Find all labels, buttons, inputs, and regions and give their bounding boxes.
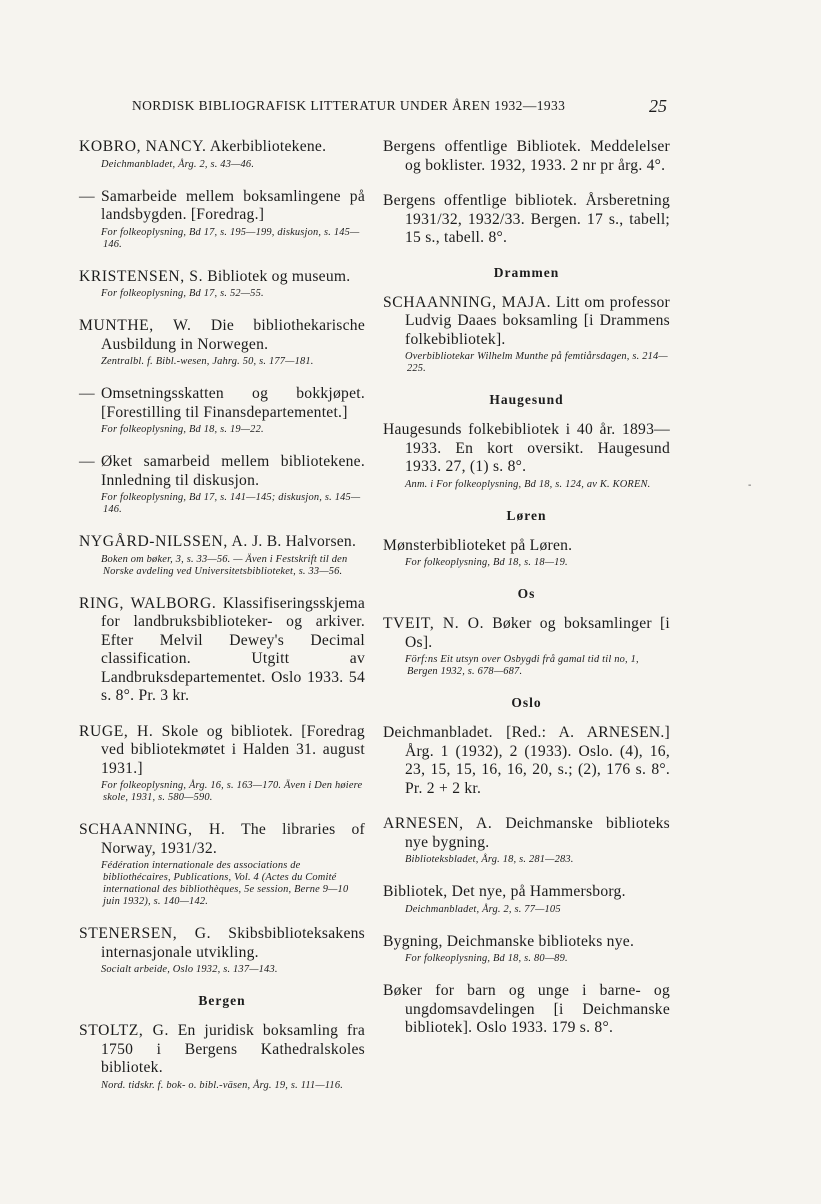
entry-main (79, 453, 365, 490)
entry-title: Mønsterbiblioteket på Løren. (383, 536, 573, 554)
entry-source: Nord. tidskr. f. bok- o. bibl.-väsen, Årg. 19, s. 111—116. (101, 1079, 344, 1091)
entry-title: Litt om professor Ludvig Daaes boksamling [i Drammens folkebibliotek]. (405, 293, 670, 348)
bibliography-entry (79, 317, 365, 368)
bibliography-entry (79, 453, 365, 516)
entry-title: Bibliotek, Det nye, på Hammersborg. (383, 883, 626, 900)
entry-title: Deichmanbladet. [Red.: A. ARNESEN.] Årg. 1 (1932), 2 (1933). Oslo. (4), 16, 23, 15, 15, 16, 16, 20, s.; (2), 176 s. 8°. Pr. 2 + 2 kr. (383, 724, 670, 797)
bibliography-entry (79, 268, 365, 301)
entry-source: Biblioteksbladet, Årg. 18, s. 281—283. (405, 854, 574, 865)
entry-main (383, 421, 670, 477)
bibliography-entry (383, 537, 670, 570)
bibliography-entry (383, 982, 670, 1038)
entry-author: SCHAANNING, MAJA. (383, 293, 552, 311)
bibliography-entry (79, 821, 365, 908)
entry-author: RUGE, H. (79, 722, 154, 740)
entry-title: Akerbibliotekene. (209, 138, 327, 155)
entry-title: Klassifiseringsskjema for landbruksbiblioteker- og arkiver. Efter Melvil Dewey's Decimal classification. Utgitt av Landbruksdepartementet. Oslo 1933. 54 s. 8°. Pr. 3 kr. (101, 594, 365, 704)
entry-main (79, 268, 365, 287)
entry-source: Deichmanbladet, Årg. 2, s. 43—46. (101, 158, 255, 170)
entry-main (79, 533, 365, 552)
bibliography-entry (383, 138, 670, 175)
entry-source: For folkeoplysning, Bd 18, s. 80—89. (405, 953, 568, 964)
entry-main (383, 138, 670, 175)
entry-title: Samarbeide mellem boksamlingene på landsbygden. [Foredrag.] (101, 187, 365, 223)
section-heading: Os (517, 586, 536, 601)
entry-main (79, 317, 365, 354)
entry-source: For folkeoplysning, Årg. 16, s. 163—170. Även i Den høiere skole, 1931, s. 580—590. (101, 780, 363, 803)
entry-source: For folkeoplysning, Bd 17, s. 141—145; diskusjon, s. 145—146. (101, 492, 361, 515)
entry-main (79, 723, 365, 779)
entry-author: TVEIT, N. O. (383, 615, 485, 632)
entry-author: STENERSEN, G. (79, 925, 212, 942)
entry-author: RING, WALBORG. (79, 594, 217, 612)
running-title: NORDISK BIBLIOGRAFISK LITTERATUR UNDER ÅREN 1932—1933 (132, 98, 566, 113)
entry-source: Deichmanbladet, Årg. 2, s. 77—105 (405, 903, 561, 915)
entry-title: Bibliotek og museum. (207, 267, 351, 285)
entry-author: KRISTENSEN, S. (79, 267, 204, 285)
entry-main (79, 1022, 365, 1078)
entry-main (79, 925, 365, 962)
entry-title: En juridisk boksamling fra 1750 i Bergens Kathedralskoles bibliotek. (101, 1022, 365, 1076)
section-heading: Løren (506, 507, 547, 523)
repeat-author-dash: — (79, 187, 95, 205)
entry-author: STOLTZ, G. (79, 1022, 169, 1039)
entry-source: Anm. i For folkeoplysning, Bd 18, s. 124, av K. KOREN. (405, 478, 651, 490)
entry-title: Bergens offentlige Bibliotek. Meddelelser og boklister. 1932, 1933. 2 nr pr årg. 4°. (383, 138, 670, 174)
bibliography-entry (383, 615, 670, 678)
repeat-author-dash: — (79, 453, 95, 470)
bibliography-entry (383, 294, 670, 376)
entry-main (383, 192, 670, 248)
entry-author: ARNESEN, A. (383, 815, 493, 832)
entry-main (383, 982, 670, 1038)
entry-source: Socialt arbeide, Oslo 1932, s. 137—143. (101, 964, 278, 975)
right-column (383, 138, 670, 1055)
entry-title: Skibsbiblioteksakens internasjonale utvikling. (101, 925, 365, 961)
entry-source: Overbibliotekar Wilhelm Munthe på femtiårsdagen, s. 214—225. (405, 351, 668, 374)
entry-main (383, 724, 670, 798)
bibliography-entry (79, 925, 365, 976)
entry-source: Boken om bøker, 3, s. 33—56. — Även i Festskrift til den Norske avdeling ved Universitetsbiblioteket, s. 33—56. (101, 553, 348, 577)
entry-main (79, 138, 365, 157)
entry-author: NYGÅRD-NILSSEN, A. (79, 533, 248, 550)
entry-title: Bøker og boksamlinger [i Os]. (405, 615, 670, 651)
stray-mark: - (748, 480, 752, 491)
entry-source: For folkeoplysning, Bd 17, s. 195—199, diskusjon, s. 145—146. (101, 226, 360, 250)
bibliography-entry (79, 723, 365, 805)
entry-source: Fédération internationale des associations de bibliothécaires, Publications, Vol. 4 (Actes du Comité international des bibliothèques, 5e session, Berne 9—10 juin 1932), s. 140—142. (101, 860, 349, 907)
entry-main (383, 294, 670, 350)
bibliography-entry (79, 595, 365, 706)
bibliography-entry (79, 533, 365, 578)
section-heading: Drammen (493, 264, 560, 280)
entry-main (383, 883, 670, 902)
page-number: 25 (649, 96, 667, 116)
entry-main (383, 615, 670, 652)
entry-title: Bygning, Deichmanske biblioteks nye. (383, 932, 635, 950)
entry-main (383, 537, 670, 556)
entry-title: Deichmanske biblioteks nye bygning. (405, 815, 670, 851)
entry-main (79, 188, 365, 225)
bibliography-entry (383, 192, 670, 248)
entry-title: Die bibliothekarische Ausbildung in Norwegen. (101, 317, 365, 353)
entry-title: Haugesunds folkebibliotek i 40 år. 1893—1933. En kort oversikt. Haugesund 1933. 27, (1) s. 8°. (383, 421, 670, 475)
bibliography-entry (383, 933, 670, 966)
entry-title: Øket samarbeid mellem bibliotekene. Innledning til diskusjon. (101, 453, 365, 489)
entry-main (79, 821, 365, 858)
entry-main (383, 933, 670, 952)
bibliography-entry (383, 815, 670, 866)
entry-title: Bøker for barn og unge i barne- og ungdomsavdelingen [i Deichmanske bibliotek]. Oslo 1933. 179 s. 8°. (383, 982, 670, 1036)
entry-main (79, 595, 365, 706)
entry-source: Zentralbl. f. Bibl.-wesen, Jahrg. 50, s. 177—181. (101, 356, 314, 367)
bibliography-entry (383, 724, 670, 798)
entry-author: SCHAANNING, H. (79, 821, 226, 838)
bibliography-entry (79, 138, 365, 171)
entry-main (79, 385, 365, 422)
entry-source: For folkeoplysning, Bd 18, s. 18—19. (405, 557, 568, 568)
entry-title: Skole og bibliotek. [Foredrag ved bibliotekmøtet i Halden 31. august 1931.] (101, 722, 365, 777)
entry-author: MUNTHE, W. (79, 317, 192, 334)
entry-title: Omsetningsskatten og bokkjøpet. [Forestilling til Finansdepartementet.] (101, 385, 365, 421)
running-header (132, 98, 669, 114)
section-heading: Haugesund (489, 392, 564, 407)
entry-source: Förf:ns Eit utsyn over Osbygdi frå gamal tid til no, 1, Bergen 1932, s. 678—687. (405, 654, 639, 677)
repeat-author-dash: — (79, 385, 95, 402)
bibliography-entry (383, 421, 670, 491)
entry-main (383, 815, 670, 852)
entry-title: The libraries of Norway, 1931/32. (101, 821, 366, 857)
bibliography-entry (79, 1022, 365, 1092)
entry-title: J. B. Halvorsen. (252, 533, 357, 550)
section-heading: Oslo (511, 695, 542, 710)
left-column (79, 138, 365, 1109)
entry-source: For folkeoplysning, Bd 17, s. 52—55. (101, 288, 264, 299)
bibliography-entry (79, 385, 365, 436)
entry-title: Bergens offentlige bibliotek. Årsberetning 1931/32, 1932/33. Bergen. 17 s., tabell; 15 s., tabell. 8°. (383, 192, 670, 246)
bibliography-entry (79, 188, 365, 251)
entry-source: For folkeoplysning, Bd 18, s. 19—22. (101, 424, 264, 435)
bibliography-entry (383, 883, 670, 916)
entry-author: KOBRO, NANCY. (79, 138, 207, 155)
section-heading: Bergen (198, 993, 246, 1008)
